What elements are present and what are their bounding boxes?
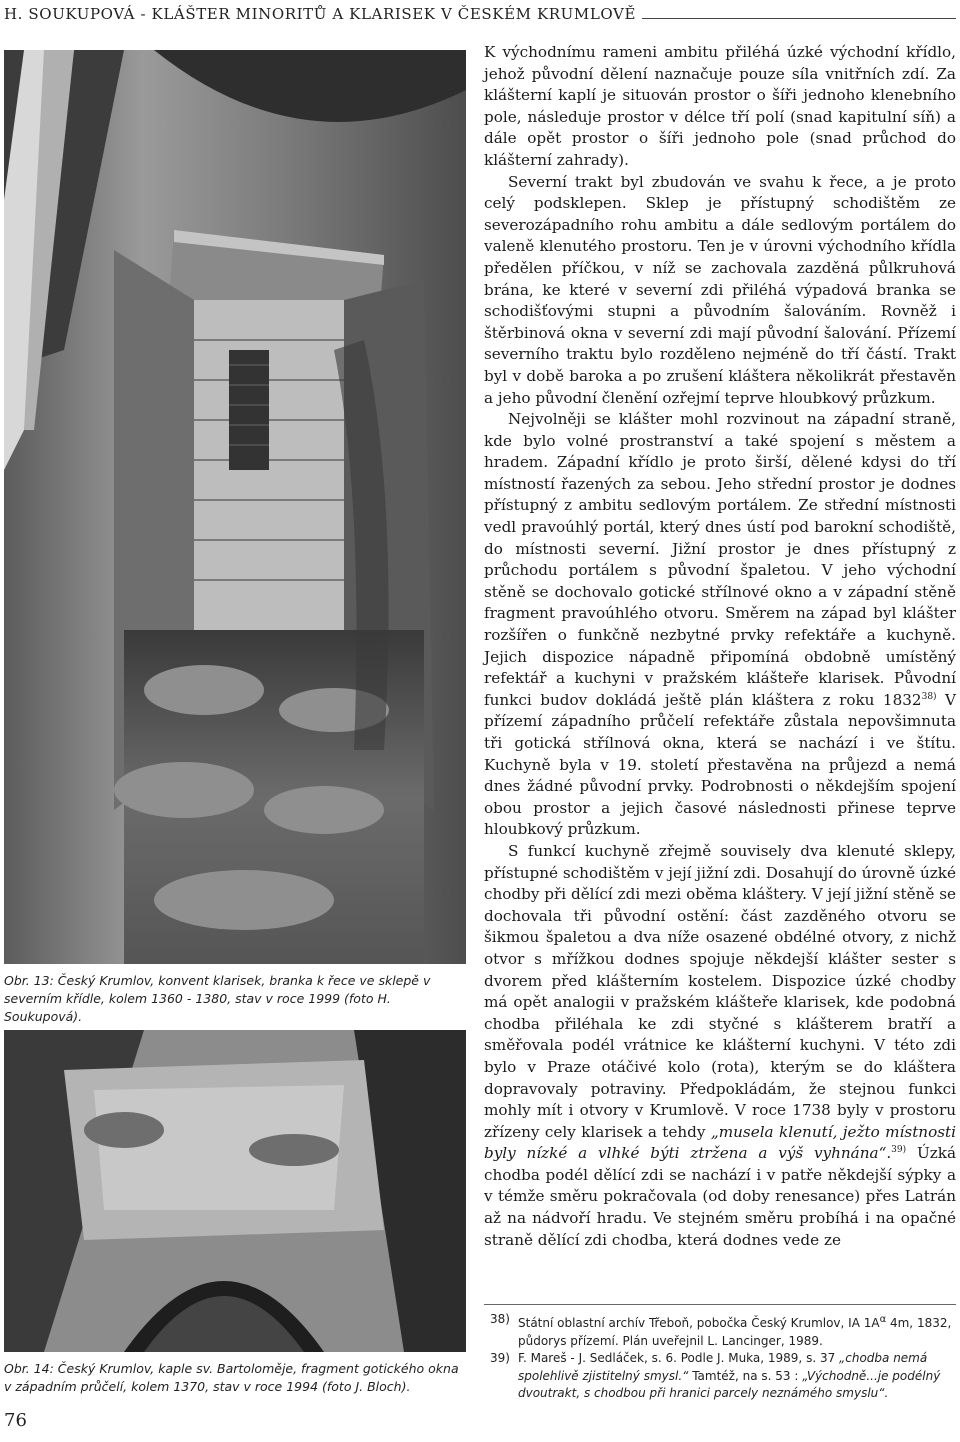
historical-quote: „musela klenutí, ježto místnosti byly nízké a vlhké býti ztržena a výš vyhnána“. [484, 1122, 956, 1163]
footnote-text-a: F. Mareš - J. Sedláček, s. 6. Podle J. Muka, 1989, s. 37 [518, 1351, 840, 1365]
figure-13-caption: Obr. 13: Český Krumlov, konvent klarisek, branka k řece ve sklepě v severním křídle, kolem 1360 - 1380, stav v roce 1999 (foto H. Soukupová). [4, 973, 431, 1024]
footnote-number: 38) [490, 1312, 510, 1326]
footnote-number: 39) [490, 1351, 510, 1365]
footnote-rule [484, 1304, 956, 1305]
paragraph-north-tract: Severní trakt byl zbudován ve svahu k řece, a je proto celý podsklepen. Sklep je přístupný schodištěm ze severozápadního rohu ambitu a dále sedlovým portálem do valeně klenutého prostoru. Ten je v úrovni východního křídla předělen příčkou, v níž se zachovala zazděná půlkruhová brána, ke které v severní zdi přiléhá výpadová branka se schodišťovými stupni a původním šalováním. Rovněž i štěrbinová okna v severní zdi mají původní šalování. Přízemí severního traktu bylo rozděleno nejméně do tří částí. Trakt byl v době baroka a po zrušení kláštera několikrát přestavěn a jeho původní členění ozřejmí teprve hloubkový průzkum. [484, 172, 956, 407]
footnote-quote: „chodba nemá spolehlivě zjistitelný smysl.“ [518, 1351, 928, 1383]
paragraph-kitchen-part-b: Úzká chodba podél dělící zdi se nachází i v patře někdejší sýpky a v témže směru pokračovala (od doby renesance) přes Latrán až na nádvoří hradu. Ve stejném směru probíhá i na opačné straně dělící zdi chodba, která dodnes vede ze [484, 1144, 957, 1249]
paragraph-east-wing: K východnímu rameni ambitu přiléhá úzké východní křídlo, jehož původní dělení naznačuje pouze síla vnitřních zdí. Za klášterní kaplí je situován prostor o šíři jednoho klenebního pole, následuje prostor v délce tří polí (snad kapitulní síň) a dále opět prostor o šíři jednoho pole (snad průchod do klášterní zahrady). [484, 43, 956, 169]
paragraph-west-wing-part-b: V přízemí západního průčelí refektáře zůstala nepovšimnuta tři gotická střílnová okna, která se nachází i ve štítu. Kuchyně byla v 19. století přestavěna na průjezd a nemá dnes žádné původní prvky. Podrobnosti o někdejším spojení obou prostor a jejich časové následnosti přinese teprve hloubkový průzkum. [484, 690, 957, 839]
figure-14-caption: Obr. 14: Český Krumlov, kaple sv. Bartoloměje, fragment gotického okna v západním průčelí, kolem 1370, stav v roce 1994 (foto J. Bloch). [4, 1361, 459, 1394]
footnote-ref-39: 39) [891, 1145, 907, 1156]
footnote-text [518, 1311, 956, 1350]
footnote-text-b: 4m, 1832, půdorys přízemí. Plán uveřejnil L. Lancinger, 1989. [518, 1316, 952, 1348]
running-title: H. SOUKUPOVÁ - KLÁŠTER MINORITŮ A KLARISEK V ČESKÉM KRUMLOVĚ [4, 5, 637, 23]
paragraph-west-wing [484, 409, 956, 841]
figure-14-photo [4, 1030, 466, 1352]
article-body [484, 42, 956, 1251]
footnote-text [518, 1350, 956, 1403]
page-header [4, 2, 956, 26]
footnote-superscript: α [879, 1314, 887, 1325]
page-number: 76 [4, 1410, 27, 1431]
header-rule [642, 18, 956, 19]
figure-13-photo [4, 50, 466, 964]
footnote-39 [490, 1350, 956, 1403]
footnote-quote: „Východně...je podélný dvoutrakt, s chodbou při hranici parcely neznámého smyslu“. [518, 1368, 941, 1400]
footnote-38 [490, 1311, 956, 1350]
footnote-ref-38: 38) [921, 691, 937, 702]
footnotes [490, 1311, 956, 1403]
footnote-text-a: Státní oblastní archív Třeboň, pobočka Český Krumlov, IA 1A [518, 1316, 880, 1330]
paragraph-kitchen-part-a: S funkcí kuchyně zřejmě souvisely dva klenuté sklepy, přístupné schodištěm v její jižní zdi. Dosahují do úrovně úzké chodby při dělící zdi mezi oběma kláštery. V její jižní stěně se dochovala tři původní ostění: část zazděného otvoru se šikmou špaletou a dva níže osazené obdélné otvory, z nichž otvor s mřížkou dodnes spojuje někdejší klášter sester s dvorem před klášterním kostelem. Dispozice úzké chodby má opět analogii v pražském klášteře klarisek, kde podobná chodba přiléhala ke zdi styčné s klášterem bratří a směřovala podél vrátnice ke klášterní kuchyni. V této zdi bylo v Praze otáčivé kolo (rota), kterým se do kláštera dopravovaly potraviny. Předpokládám, že stejnou funkci mohly mít i otvory v Krumlově. V roce 1738 byly v prostoru zřízeny cely klarisek a tehdy [484, 841, 956, 1141]
footnote-text-b: Tamtéž, na s. 53 : [688, 1368, 803, 1383]
paragraph-west-wing-part-a: Nejvolněji se klášter mohl rozvinout na západní straně, kde bylo volné prostranství a také spojení s městem a hradem. Západní křídlo je proto širší, dělené kdysi do tří místností řazených za sebou. Jeho střední prostor je dodnes přístupný z ambitu sedlovým portálem. Ze střední místnosti vedl pravoúhlý portál, který dnes ústí pod barokní schodiště, do místnosti severní. Jižní prostor je dnes přístupný z průchodu portálem s původní špaletou. V jeho východní stěně se dochovalo gotické střílnové okno a v západní stěně fragment pravoúhlého otvoru. Směrem na západ byl klášter rozšířen o funkčně nezbytné prvky refektáře a kuchyně. Jejich dispozice nápadně připomíná obdobně umístěný refektář a kuchyni v pražském klášteře klarisek. Původní funkci budov dokládá ještě plán kláštera z roku 1832 [484, 410, 956, 709]
paragraph-kitchen [484, 841, 956, 1251]
